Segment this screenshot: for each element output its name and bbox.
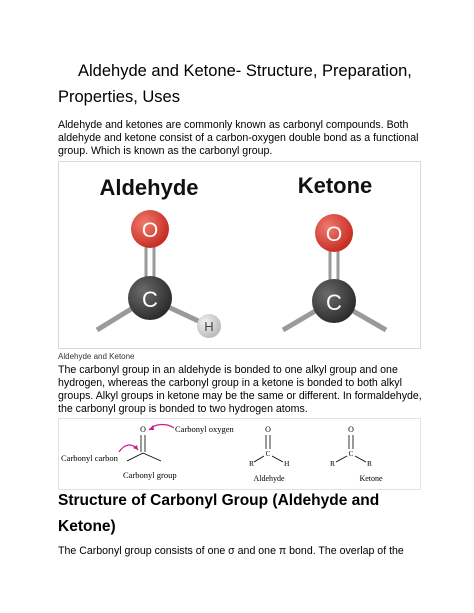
ketone-r-letter-right: R [367,459,373,468]
ketone-carbon-letter: C [348,450,354,458]
section-heading-line-2: Ketone) [58,518,116,535]
aldehyde-h-letter: H [284,459,290,468]
carbonyl-structure-diagram [59,419,420,489]
section-heading-line-1: Structure of Carbonyl Group (Aldehyde and [58,492,380,509]
ketone-oxygen-label: O [325,223,343,246]
figure-caption: Aldehyde and Ketone [58,352,135,361]
generic-left-bond [127,453,143,461]
page-title-line-2: Properties, Uses [58,88,180,106]
ketone-struct-left-bond [336,456,347,462]
aldehyde-ketone-figure [58,161,421,349]
aldehyde-heading: Aldehyde [99,175,199,200]
aldehyde-carbon-label: C [142,287,158,312]
aldehyde-r-letter: R [249,459,255,468]
aldehyde-oxygen-label: O [141,219,159,242]
molecule-illustration [59,162,420,348]
aldehyde-oxygen-letter: O [265,425,271,434]
carbonyl-structure-figure [58,418,421,490]
page-title [58,58,438,110]
aldehyde-hydrogen-label: H [204,319,214,334]
ketone-structure-label: Ketone [359,474,383,483]
ketone-struct-right-bond [355,456,366,462]
aldehyde-carbon-letter: C [265,450,271,458]
ketone-heading: Ketone [297,173,373,198]
carbonyl-group-label: Carbonyl group [123,470,177,480]
aldehyde-struct-h-bond [272,456,283,462]
section-heading-structure [58,488,438,540]
page-title-line-1: Aldehyde and Ketone- Structure, Preparation, [78,62,412,80]
carbonyl-carbon-label: Carbonyl carbon [61,453,118,463]
structure-paragraph: The Carbonyl group consists of one σ and one π bond. The overlap of the [58,545,404,557]
intro-paragraph: Aldehyde and ketones are commonly known as carbonyl compounds. Both aldehyde and ketone consist of a carbon-oxygen double bond as a functional group. Which is known as the carbonyl group. [58,119,419,157]
ketone-carbon-label: C [326,290,342,315]
aldehyde-structure-label: Aldehyde [253,474,285,483]
carbonyl-oxygen-label: Carbonyl oxygen [175,424,234,434]
generic-right-bond [143,453,161,461]
generic-oxygen-letter: O [140,425,146,434]
carbonyl-oxygen-arrowhead [149,425,154,430]
ketone-oxygen-letter: O [348,425,354,434]
aldehyde-struct-r-bond [254,456,264,462]
ketone-r-letter-left: R [330,459,336,468]
carbonyl-description-paragraph: The carbonyl group in an aldehyde is bonded to one alkyl group and one hydrogen, whereas the carbonyl group in a ketone is bonded to both alkyl groups. Alkyl groups in ketone may be the same or different. In formaldehyde, the carbonyl group is bonded to two hydrogen atoms. [58,364,422,415]
